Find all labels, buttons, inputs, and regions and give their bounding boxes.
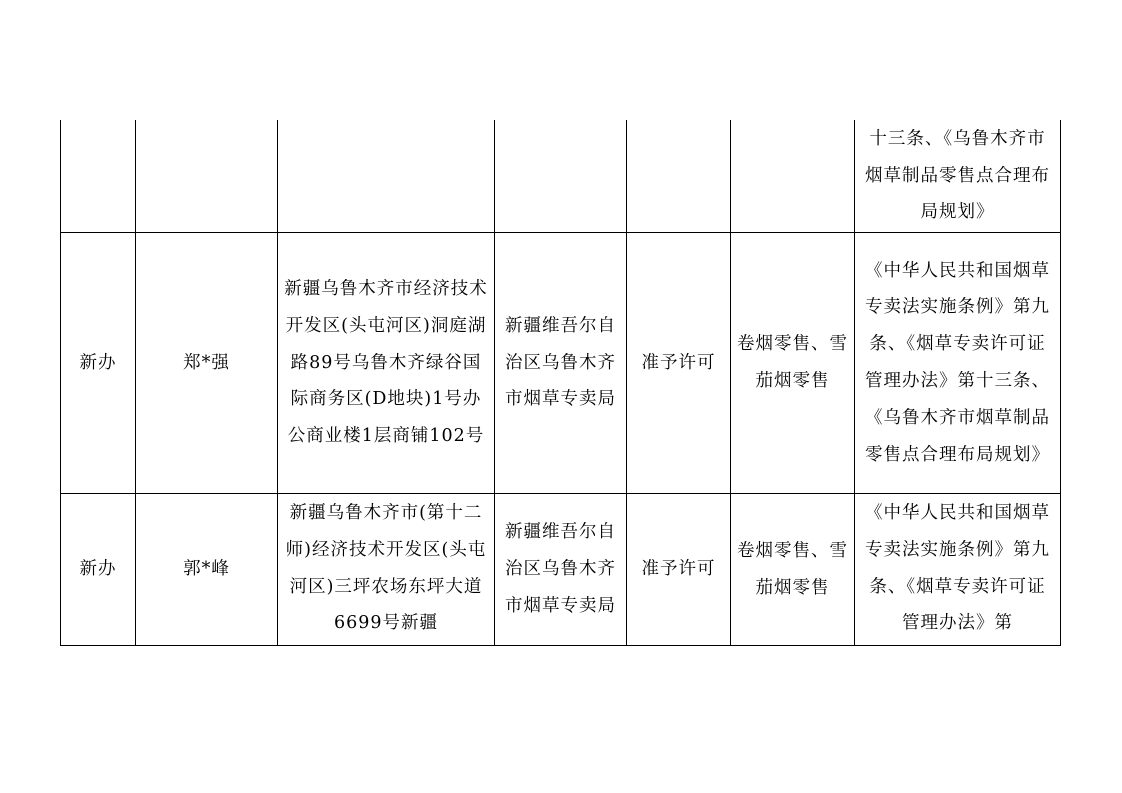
cell-type: 新办	[61, 233, 136, 494]
cell-decision	[627, 120, 731, 233]
cell-scope	[731, 120, 855, 233]
cell-decision: 准予许可	[627, 494, 731, 646]
table-row	[61, 120, 1061, 233]
cell-basis: 十三条、《乌鲁木齐市烟草制品零售点合理布局规划》	[855, 120, 1061, 233]
license-table	[60, 120, 1061, 646]
cell-address	[278, 120, 495, 233]
cell-type	[61, 120, 136, 233]
cell-name: 郭*峰	[136, 494, 278, 646]
cell-scope: 卷烟零售、雪茄烟零售	[731, 494, 855, 646]
cell-scope: 卷烟零售、雪茄烟零售	[731, 233, 855, 494]
cell-address: 新疆乌鲁木齐市经济技术开发区(头屯河区)洞庭湖路89号乌鲁木齐绿谷国际商务区(D地块)1号办公商业楼1层商铺102号	[278, 233, 495, 494]
table-row	[61, 233, 1061, 494]
cell-authority	[495, 120, 627, 233]
cell-name: 郑*强	[136, 233, 278, 494]
cell-decision: 准予许可	[627, 233, 731, 494]
cell-authority: 新疆维吾尔自治区乌鲁木齐市烟草专卖局	[495, 233, 627, 494]
table-row	[61, 494, 1061, 646]
cell-basis: 《中华人民共和国烟草专卖法实施条例》第九条、《烟草专卖许可证管理办法》第	[855, 494, 1061, 646]
cell-type: 新办	[61, 494, 136, 646]
cell-authority: 新疆维吾尔自治区乌鲁木齐市烟草专卖局	[495, 494, 627, 646]
cell-address: 新疆乌鲁木齐市(第十二师)经济技术开发区(头屯河区)三坪农场东坪大道6699号新疆	[278, 494, 495, 646]
cell-basis: 《中华人民共和国烟草专卖法实施条例》第九条、《烟草专卖许可证管理办法》第十三条、《乌鲁木齐市烟草制品零售点合理布局规划》	[855, 233, 1061, 494]
cell-name	[136, 120, 278, 233]
